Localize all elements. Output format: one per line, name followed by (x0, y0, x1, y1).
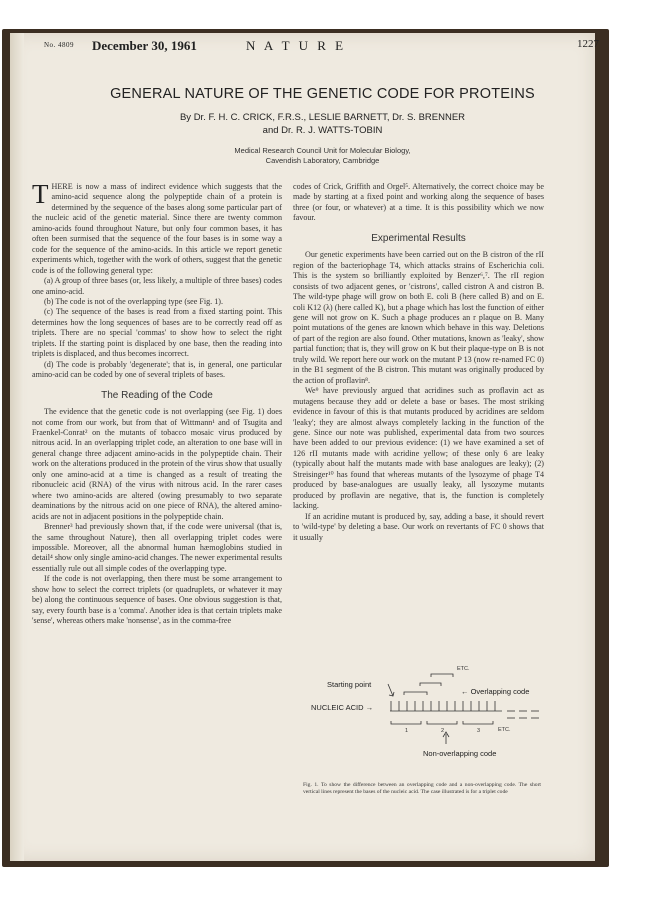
label-overlapping-code: ← Overlapping code (461, 687, 530, 696)
tick-label-3: 3 (477, 728, 481, 734)
point-a: (a) A group of three bases (or, less likely, a multiple of three bases) codes one amino-acid. (32, 276, 282, 296)
overlap-bracket-1 (404, 692, 427, 695)
section-heading-results: Experimental Results (371, 232, 466, 244)
point-c: (c) The sequence of the bases is read from a fixed starting point. This determines how the long sequences of bases are to be correctly read off as triplets. There are no special 'commas' to show how to select the right triplets. If the starting point is displaced by one base, then the reading into triplets is displaced, and thus becomes incorrect. (32, 307, 282, 359)
reading-paragraph-3: If the code is not overlapping, then there must be some arrangement to show how to select the correct triplets (or quadruplets, or whatever it may be) along the continuous sequence of bases. One obvious suggestion is that, say, every fourth base is a 'comma'. Another idea is that certain triplets make 'sense', whereas others make 'nonsense', as in the comma-free (32, 574, 282, 626)
figure-1 (293, 664, 544, 776)
authors-line-2: and Dr. R. J. WATTS-TOBIN (262, 125, 383, 136)
right-column (293, 182, 544, 543)
results-paragraph-3: If an acridine mutant is produced by, say, adding a base, it should revert to 'wild-type' by deleting a base. Our work on revertants of FC 0 shows that it usually (293, 511, 544, 542)
article-title: GENERAL NATURE OF THE GENETIC CODE FOR PROTEINS (110, 86, 535, 102)
author-block (0, 111, 645, 137)
drop-cap: T (32, 179, 49, 209)
affiliation-line-1: Medical Research Council Unit for Molecular Biology, (234, 146, 411, 155)
continued-paragraph: codes of Crick, Griffith and Orgel⁵. Alternatively, the correct choice may be made by starting at a fixed point and working along the sequence of bases three (or four, or whatever) at a time. It is this possibility which we now favour. (293, 182, 544, 223)
overlap-bracket-3 (431, 674, 453, 677)
results-paragraph-1: Our genetic experiments have been carried out on the B cistron of the rII region of the bacteriophage T4, which attacks strains of Escherichia coli. This is the system so brilliantly exploited by Benzer⁶,⁷. The rII region consists of two adjacent genes, or 'cistrons', called cistron A and cistron B. The wild-type phage will grow on both E. coli B (here called B) and on E. coli K12 (λ) (here called K), but a phage which has lost the function of either gene will not grow on K. Such a phage produces an r plaque on B. Many point mutations of the genes are known which behave in this way. Deletions of part of the region are also found. Other mutations, known as 'leaky', show partial function; that is, they will grow on K but their plaque-type on B is not truly wild. We report here our work on the mutant P 13 (now re-named FC 0) in the B1 segment of the B cistron. This mutant was originally produced by the action of proflavin⁸. (293, 250, 544, 385)
page-number: 1227 (577, 38, 599, 50)
label-etc-bottom: ETC. (498, 727, 511, 733)
issue-number: No. 4809 (44, 41, 75, 49)
intro-text: HERE is now a mass of indirect evidence which suggests that the amino-acid sequence along the polypeptide chain of a protein is determined by the sequence of the bases along some particular part of the nucleic acid of the genetic material. Since there are twenty common amino-acids found throughout Nature, but only four common bases, it has often been surmised that the sequence of the four bases is in some way a code for the sequence of the amino-acids. In this article we report genetic experiments which, together with the work of others, suggest that the genetic code is of the following general type: (32, 182, 282, 275)
results-paragraph-2: We⁹ have previously argued that acridines such as proflavin act as mutagens because they add or delete a base or bases. The most striking evidence in favour of this is that mutants produced by acridines are seldom 'leaky'; they are almost always completely lacking in the function of the gene. Since our note was published, experimental data from two sources have been added to our previous evidence: (1) we have examined a set of 126 rII mutants made with acridine yellow; of these only 6 are leaky (typically about half the mutants made with base analogues are leaky); (2) Streisinger¹⁰ has found that whereas mutants of the lysozyme of phage T4 produced by base-analogues are usually leaky, all lysozyme mutants produced by proflavin are negative, that is, the function is completely lacking. (293, 386, 544, 511)
point-b: (b) The code is not of the overlapping type (see Fig. 1). (44, 296, 223, 306)
left-column (32, 179, 282, 627)
overlap-bracket-2 (420, 683, 441, 686)
issue-date: December 30, 1961 (92, 38, 197, 53)
nonoverlap-bracket-3 (463, 721, 493, 724)
authors-line-1: By Dr. F. H. C. CRICK, F.R.S., LESLIE BARNETT, Dr. S. BRENNER (179, 112, 466, 123)
starting-point-arrow (388, 684, 393, 696)
tick-label-2: 2 (441, 728, 445, 734)
label-starting-point: Starting point (327, 680, 372, 689)
base-ticks (391, 701, 495, 711)
figure-caption: Fig. 1. To show the difference between an overlapping code and a non-overlapping code. The short vertical lines represent the bases of the nucleic acid. The case illustrated is for a triplet code (303, 782, 541, 795)
nonoverlap-bracket-2 (427, 721, 457, 724)
point-d: (d) The code is probably 'degenerate'; that is, in general, one particular amino-acid can be coded by one of several triplets of bases. (32, 359, 282, 380)
affiliation-line-2: Cavendish Laboratory, Cambridge (265, 156, 380, 165)
reading-paragraph-2: Brenner³ had previously shown that, if the code were universal (that is, the same throughout Nature), then all overlapping triplet codes were impossible. Moreover, all the abnormal human hæmoglobins studied in detail⁴ show only single amino-acid changes. The newer experimental results essentially rule out all simple codes of the overlapping type. (32, 522, 282, 573)
journal-name: N A T U R E (246, 38, 347, 53)
affiliation-block (0, 146, 645, 166)
reading-paragraph-1: The evidence that the genetic code is not overlapping (see Fig. 1) does not come from our work, but from that of Wittmann¹ and of Tsugita and Fraenkel-Conrat² on the mutants of tobacco mosaic virus produced by nitrous acid. In an overlapping triplet code, an alteration to one base will in general change three adjacent amino-acids in the polypeptide chain. Their work on the alterations produced in the protein of the virus show that usually only one amino-acid at a time is changed as a result of treating the ribonucleic acid (RNA) of the virus with nitrous acid. In the rarer cases where two amino-acids are altered (owing presumably to two separate deaminations by the nitrous acid on one piece of RNA), the altered amino-acids are not in adjacent positions in the polypeptide chain. (32, 407, 282, 521)
nonoverlap-bracket-1 (391, 721, 421, 724)
tick-label-1: 1 (405, 728, 409, 734)
label-etc-top: ETC. (457, 666, 470, 672)
label-non-overlapping-code: Non-overlapping code (423, 749, 497, 758)
section-heading-reading: The Reading of the Code (101, 389, 213, 401)
label-nucleic-acid: NUCLEIC ACID → (311, 703, 374, 712)
intro-paragraph (32, 179, 282, 276)
